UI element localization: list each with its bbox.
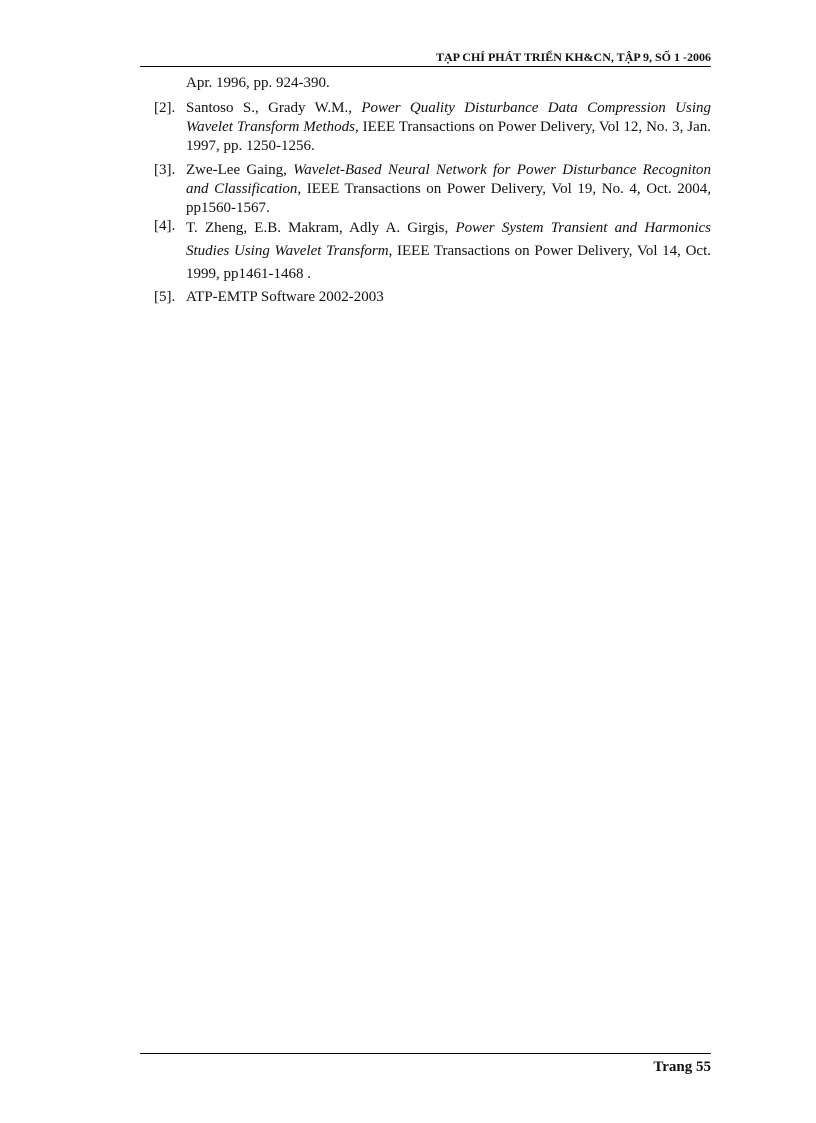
reference-authors: Zwe-Lee Gaing, — [186, 162, 294, 178]
reference-text — [186, 161, 711, 218]
reference-details: IEEE Transactions on Power Delivery, Vol 14, Oct. 1999, pp1461-1468 . — [186, 243, 711, 282]
reference-details: , IEEE Transactions on Power Delivery, Vol 12, No. 3, Jan. 1997, pp. 1250-1256. — [186, 119, 711, 154]
reference-item-5 — [140, 288, 711, 307]
page-number: Trang 55 — [653, 1059, 711, 1075]
reference-authors: ATP-EMTP Software 2002-2003 — [186, 289, 384, 305]
reference-number: [2]. — [154, 100, 176, 116]
reference-title: Wavelet-Based Neural Network for Power Disturbance Recogniton and Classification — [186, 162, 711, 197]
reference-authors: Santoso S., Grady W.M., — [186, 100, 362, 116]
reference-text — [186, 288, 711, 307]
running-header: TẠP CHÍ PHÁT TRIỂN KH&CN, TẬP 9, SỐ 1 -2006 — [435, 50, 711, 64]
reference-number: [5]. — [154, 289, 176, 305]
reference-title: Power Quality Disturbance Data Compression Using Wavelet Transform Methods — [186, 100, 711, 135]
reference-details: , IEEE Transactions on Power Delivery, Vol 19, No. 4, Oct. 2004, pp1560-1567. — [186, 181, 711, 216]
reference-item-4 — [140, 217, 711, 286]
reference-number: [4]. — [154, 218, 176, 234]
reference-text — [186, 99, 711, 156]
reference-title: Power System Transient and Harmonics Studies Using Wavelet Transform, — [186, 220, 711, 259]
reference-number: [3]. — [154, 162, 176, 178]
reference-text — [186, 217, 711, 286]
reference-authors: T. Zheng, E.B. Makram, Adly A. Girgis, — [186, 220, 456, 236]
reference-list — [140, 74, 711, 307]
reference-continuation: Apr. 1996, pp. 924-390. — [186, 75, 330, 91]
reference-item-2 — [140, 99, 711, 156]
header-rule — [140, 66, 711, 67]
reference-item-3 — [140, 161, 711, 218]
footer-rule — [140, 1053, 711, 1054]
